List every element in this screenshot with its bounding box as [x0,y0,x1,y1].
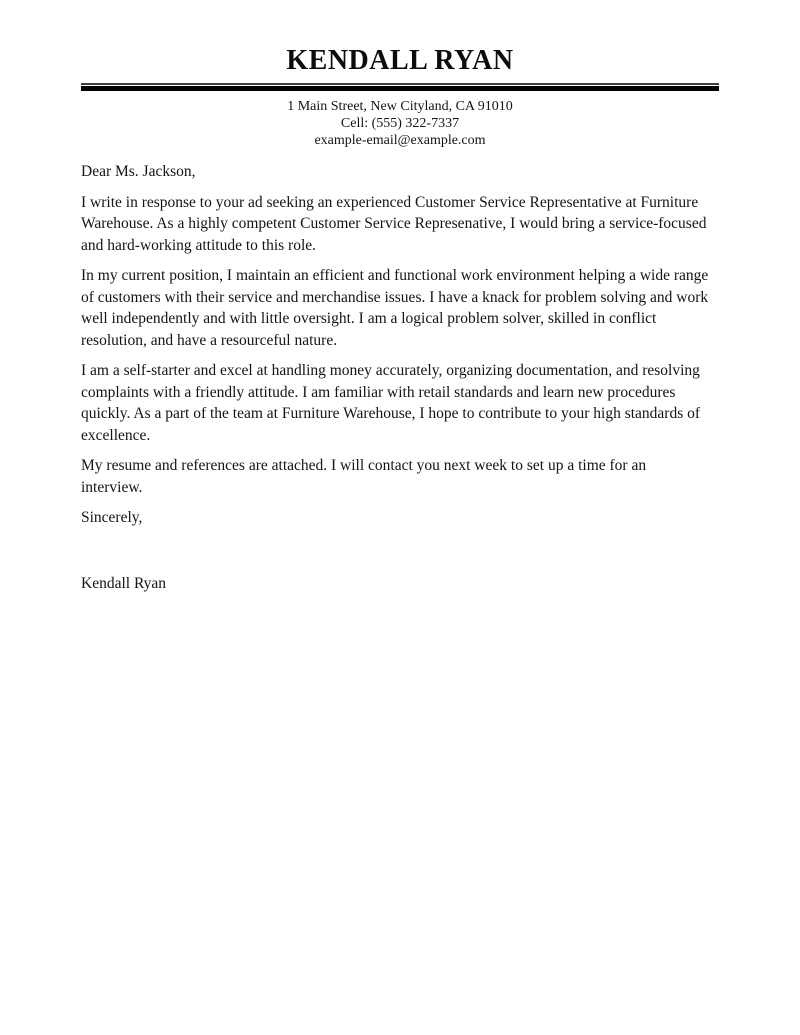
closing: Sincerely, [81,509,143,526]
divider-thick-line [81,86,719,91]
salutation: Dear Ms. Jackson, [81,163,196,180]
contact-address: 1 Main Street, New Cityland, CA 91010 [287,99,513,114]
signature-name: Kendall Ryan [81,574,167,592]
letter-body [81,161,711,594]
contact-block [0,98,800,149]
paragraph-current-position: In my current position, I maintain an efficient and functional work environment helping a wide range of customers with their service and merchandise issues. I have a knack for problem solving and work well independently and with little oversight. I am a logical problem solver, skilled in conflict resolution, and have a resourceful nature. [81,267,709,349]
paragraph-follow-up: My resume and references are attached. I will contact you next week to set up a time for an interview. [81,457,647,496]
paragraph-skills: I am a self-starter and excel at handling money accurately, organizing documentation, and resolving complaints with a friendly attitude. I am familiar with retail standards and learn new procedures quickly. As a part of the team at Furniture Warehouse, I hope to contribute to your high standards of excellence. [81,362,701,444]
letter-header [0,46,800,149]
contact-phone: Cell: (555) 322-7337 [340,116,460,131]
author-name-title: KENDALL RYAN [286,45,514,76]
paragraph-intro: I write in response to your ad seeking an experienced Customer Service Representative at Furniture Warehouse. As a highly competent Customer Service Represenative, I would bring a service-focused and hard-working attitude to this role. [81,193,707,254]
header-divider [81,83,719,91]
contact-email: example-email@example.com [314,133,486,148]
